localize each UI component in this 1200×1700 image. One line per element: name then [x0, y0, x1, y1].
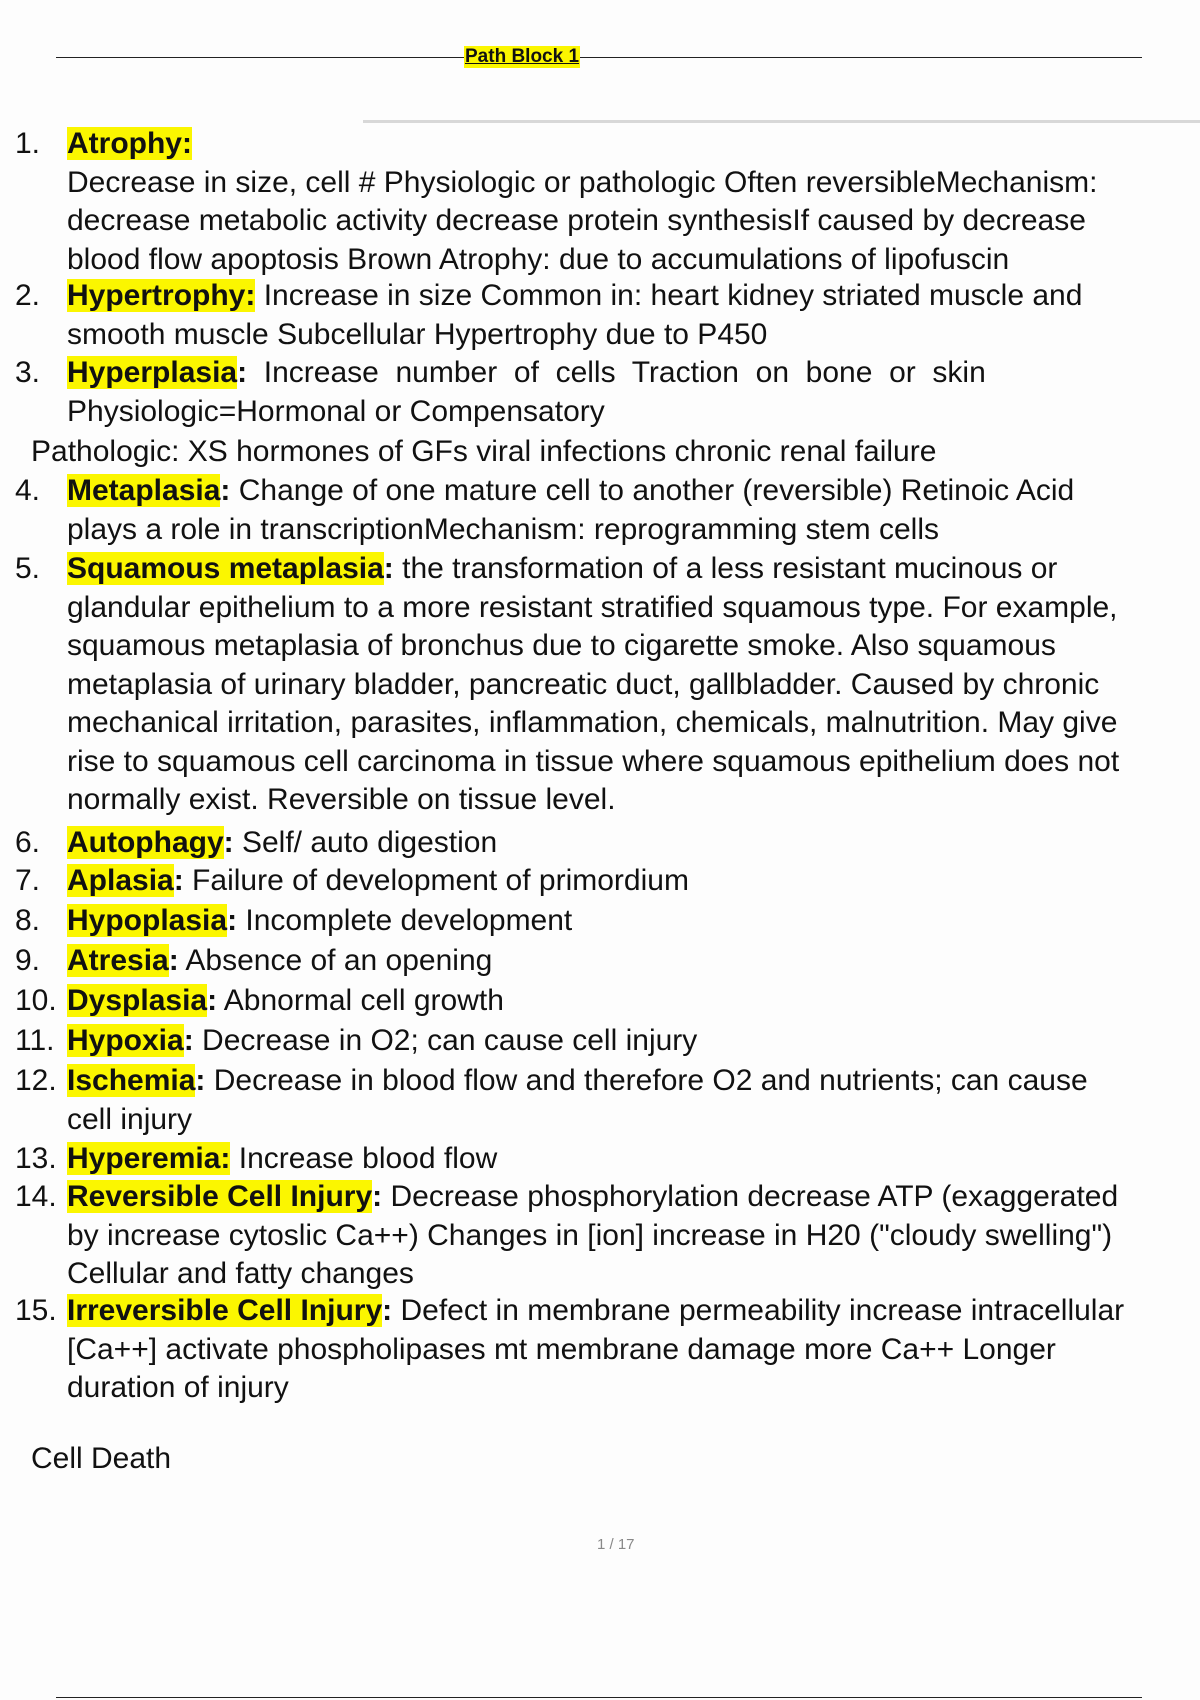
definition-text: glandular epithelium to a more resistant stratified squamous type. For example, — [67, 590, 1118, 624]
definition-text: smooth muscle Subcellular Hypertrophy due to P450 — [67, 317, 768, 351]
highlighted-term: Atresia — [67, 944, 169, 977]
list-item-text — [67, 125, 1200, 279]
text-line — [67, 125, 1200, 164]
header-rule — [56, 57, 1142, 58]
list-item-number: 6. — [15, 826, 41, 859]
list-item-text — [67, 982, 1200, 1021]
definition-text: rise to squamous cell carcinoma in tissue where squamous epithelium does not — [67, 744, 1120, 778]
list-item-text — [67, 550, 1200, 820]
list-item-text — [67, 1292, 1200, 1408]
definition-text: cell injury — [67, 1102, 193, 1136]
text-line — [67, 393, 1200, 432]
definition-text: metaplasia of urinary bladder, pancreatic duct, gallbladder. Caused by chronic — [67, 667, 1100, 701]
definition-text: duration of injury — [67, 1371, 289, 1404]
list-item-text — [67, 277, 1200, 354]
term-colon: : — [207, 984, 218, 1017]
text-line — [67, 1292, 1200, 1331]
text-line — [67, 666, 1200, 705]
text-line — [67, 164, 1200, 203]
definition-text: the transformation of a less resistant mucinous or — [393, 552, 1058, 585]
definition-text: Increase blood flow — [230, 1142, 498, 1175]
faint-divider — [363, 120, 1200, 123]
text-line — [67, 1101, 1200, 1140]
text-line — [67, 627, 1200, 666]
list-item — [0, 354, 1200, 431]
highlighted-term: Reversible Cell Injury — [67, 1180, 373, 1213]
list-item-text — [67, 862, 1200, 901]
term-colon: : — [173, 864, 184, 897]
highlighted-term: Irreversible Cell Injury — [67, 1294, 383, 1327]
highlighted-term: Atrophy: — [67, 127, 192, 160]
term-colon: : — [223, 826, 234, 859]
list-item-number: 10. — [15, 984, 57, 1017]
list-item-text — [67, 472, 1200, 549]
list-item-number: 7. — [15, 864, 41, 897]
list-item — [0, 472, 1200, 549]
list-item — [0, 1292, 1200, 1408]
term-colon: : — [183, 1024, 194, 1057]
definition-text: Self/ auto digestion — [233, 826, 498, 859]
text-line — [67, 1178, 1200, 1217]
text-line — [67, 202, 1200, 241]
text-line — [67, 1062, 1200, 1101]
list-item-text — [67, 1062, 1200, 1139]
definition-text: plays a role in transcriptionMechanism: reprogramming stem cells — [67, 512, 939, 546]
text-line — [67, 1022, 1200, 1061]
definition-text: Increase in size Common in: heart kidney striated muscle and — [255, 279, 1083, 312]
list-item-number: 11. — [15, 1024, 55, 1057]
text-line — [67, 942, 1200, 981]
text-line — [67, 1140, 1200, 1179]
list-item-text — [67, 902, 1200, 941]
highlighted-term: Ischemia — [67, 1064, 196, 1097]
text-line — [67, 902, 1200, 941]
text-line — [67, 316, 1200, 355]
text-line — [67, 1369, 1200, 1408]
definition-text: decrease metabolic activity decrease protein synthesisIf caused by decrease — [67, 204, 1086, 237]
text-line — [67, 1331, 1200, 1370]
definition-text: normally exist. Reversible on tissue level. — [67, 783, 616, 816]
definition-text: by increase cytoslic Ca++) Changes in [ion] increase in H20 ("cloudy swelling") — [67, 1218, 1113, 1252]
text-line — [67, 824, 1200, 863]
list-item — [0, 942, 1200, 981]
list-item-number: 3. — [15, 356, 41, 389]
list-item — [0, 862, 1200, 901]
text-line — [67, 354, 1200, 393]
highlighted-term: Hypertrophy: — [67, 279, 256, 312]
text-line — [67, 589, 1200, 628]
list-item-text — [67, 824, 1200, 863]
highlighted-term: Hyperemia: — [67, 1142, 231, 1175]
list-item-text — [67, 1022, 1200, 1061]
list-item-number: 4. — [15, 474, 41, 507]
list-item — [0, 550, 1200, 820]
highlighted-term: Squamous metaplasia — [67, 552, 384, 585]
list-item-text — [67, 1140, 1200, 1179]
list-item-number: 8. — [15, 904, 41, 937]
text-line — [67, 862, 1200, 901]
text-line — [67, 781, 1200, 820]
definition-text: Decrease phosphorylation decrease ATP (exaggerated — [382, 1180, 1119, 1213]
definition-text: Defect in membrane permeability increase intracellular — [392, 1294, 1125, 1327]
definition-text: [Ca++] activate phospholipases mt membrane damage more Ca++ Longer — [67, 1332, 1056, 1366]
definition-text: Change of one mature cell to another (reversible) Retinoic Acid — [230, 474, 1075, 507]
text-line — [67, 277, 1200, 316]
list-item — [0, 125, 1200, 279]
text-line — [67, 550, 1200, 589]
text-line — [67, 241, 1200, 280]
definition-text: mechanical irritation, parasites, inflammation, chemicals, malnutrition. May give — [67, 706, 1118, 739]
term-colon: : — [168, 944, 179, 977]
text-line — [67, 743, 1200, 782]
definition-text: Incomplete development — [237, 904, 573, 937]
term-colon: : — [220, 474, 231, 507]
highlighted-term: Dysplasia — [67, 984, 208, 1017]
list-item — [0, 902, 1200, 941]
highlighted-term: Hyperplasia — [67, 356, 238, 389]
definition-text: Physiologic=Hormonal or Compensatory — [67, 394, 605, 428]
text-line — [67, 511, 1200, 550]
definition-text: Failure of development of primordium — [183, 864, 689, 897]
term-colon: : — [383, 552, 394, 585]
definition-text: Increase number of cells Traction on bone or skin — [247, 356, 986, 389]
list-item-text — [67, 354, 1200, 431]
list-item — [0, 1140, 1200, 1179]
list-item-text — [67, 942, 1200, 981]
term-colon: : — [195, 1064, 206, 1097]
term-colon: : — [227, 904, 238, 937]
definition-text: Decrease in blood flow and therefore O2 and nutrients; can cause — [205, 1064, 1088, 1097]
highlighted-term: Hypoxia — [67, 1024, 184, 1057]
list-item-number: 15. — [15, 1294, 57, 1327]
pathologic-line: Pathologic: XS hormones of GFs viral infections chronic renal failure — [31, 435, 937, 468]
definition-text: squamous metaplasia of bronchus due to cigarette smoke. Also squamous — [67, 629, 1056, 662]
footer-rule — [56, 1697, 1142, 1698]
list-item-number: 13. — [15, 1142, 57, 1175]
text-line — [67, 982, 1200, 1021]
list-item-number: 9. — [15, 944, 41, 977]
definition-text: Cellular and fatty changes — [67, 1257, 414, 1290]
list-item — [0, 1022, 1200, 1061]
list-item — [0, 1062, 1200, 1139]
highlighted-term: Autophagy — [67, 826, 224, 859]
list-item-number: 5. — [15, 552, 41, 585]
definition-text: Decrease in O2; can cause cell injury — [193, 1024, 698, 1057]
highlighted-term: Hypoplasia — [67, 904, 228, 937]
list-item-number: 2. — [15, 279, 41, 312]
highlighted-term: Metaplasia — [67, 474, 221, 507]
list-item-number: 14. — [15, 1180, 57, 1213]
term-colon: : — [237, 356, 248, 389]
term-colon: : — [382, 1294, 393, 1327]
list-item-number: 12. — [15, 1064, 57, 1097]
term-colon: : — [372, 1180, 383, 1213]
definition-text: Absence of an opening — [178, 944, 493, 977]
header-title: Path Block 1 — [465, 46, 580, 67]
list-item-text — [67, 1178, 1200, 1294]
highlighted-term: Aplasia — [67, 864, 174, 897]
list-item — [0, 1178, 1200, 1294]
list-item — [0, 982, 1200, 1021]
definition-text: Abnormal cell growth — [217, 984, 504, 1017]
definition-text: Decrease in size, cell # Physiologic or pathologic Often reversibleMechanism: — [67, 165, 1098, 199]
page-number: 1 / 17 — [597, 1536, 635, 1553]
list-item — [0, 277, 1200, 354]
text-line — [67, 472, 1200, 511]
definition-text: blood flow apoptosis Brown Atrophy: due to accumulations of lipofuscin — [67, 242, 1010, 276]
text-line — [67, 1255, 1200, 1294]
list-item-number: 1. — [15, 127, 41, 160]
text-line — [67, 704, 1200, 743]
text-line — [67, 1217, 1200, 1256]
list-item — [0, 824, 1200, 863]
section-heading-cell-death: Cell Death — [31, 1442, 172, 1475]
